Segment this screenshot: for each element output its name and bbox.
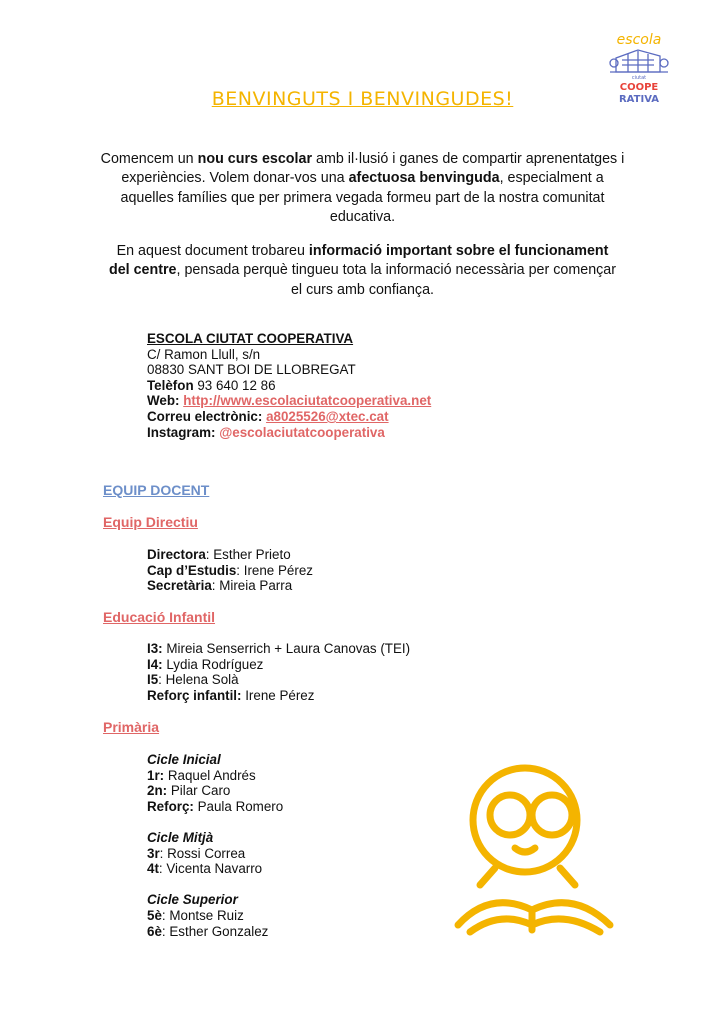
logo-text-escola: escola	[616, 32, 662, 48]
text: , especialment a aquelles famílies que per primera vegada formeu part de la nostra comunitat educativa.	[120, 170, 605, 225]
text: I4:	[147, 656, 163, 672]
text: Reforç infantil:	[147, 687, 242, 703]
text: , pensada perquè tingueu tota la informació necessària per començar el curs amb confiança.	[176, 262, 617, 298]
text: 4t	[147, 861, 159, 877]
list-item	[147, 908, 283, 924]
text: : Esther Prieto	[205, 547, 291, 562]
text: Cap d’Estudis	[147, 562, 237, 578]
list-item	[147, 688, 410, 704]
text: : Mireia Parra	[211, 578, 293, 594]
text: Comencem un	[100, 151, 198, 167]
text: Pilar Caro	[167, 783, 231, 799]
infantil-list	[147, 641, 410, 703]
phone-label: Telèfon	[147, 377, 194, 393]
direction-list	[147, 547, 313, 594]
text: I5	[147, 672, 159, 688]
cicle-name: Cicle Mitjà	[147, 829, 214, 845]
bold-text: nou curs escolar	[197, 151, 313, 167]
logo-text-ciutat: ciutat	[631, 75, 647, 81]
web-label: Web:	[147, 393, 184, 409]
primaria-list	[147, 752, 283, 939]
list-item	[147, 672, 410, 688]
subheading-primaria: Primària	[103, 719, 160, 735]
text: Irene Pérez	[241, 687, 315, 703]
bold-text: informació important sobre el funcionament del centre	[108, 243, 609, 279]
text: : Esther Gonzalez	[161, 923, 269, 939]
instagram-handle: @escolaciutatcooperativa	[219, 424, 385, 440]
list-item	[147, 783, 283, 799]
instagram-label: Instagram:	[147, 424, 220, 440]
text: En aquest document trobareu	[116, 243, 309, 259]
text: amb il·lusió i ganes de compartir aprenentatges i experiències. Volem donar-vos una	[121, 151, 625, 187]
text: 1r:	[147, 767, 165, 783]
text: Mireia Senserrich + Laura Canovas (TEI)	[162, 641, 411, 656]
text: 5è	[147, 907, 162, 923]
section-heading-equip-docent: EQUIP DOCENT	[103, 482, 210, 498]
bold-text: afectuosa benvinguda	[348, 170, 500, 187]
text: : Vicenta Navarro	[158, 861, 263, 877]
text: : Rossi Correa	[159, 845, 246, 861]
subheading-equip-directiu: Equip Directiu	[103, 514, 198, 530]
text: : Helena Solà	[158, 672, 239, 688]
text: Reforç:	[147, 798, 194, 814]
cicle-name: Cicle Superior	[147, 892, 238, 908]
subheading-educacio-infantil: Educació Infantil	[103, 609, 216, 625]
text: 2n:	[147, 783, 168, 799]
list-item	[147, 563, 313, 579]
text: : Montse Ruiz	[161, 907, 244, 923]
text: 3r	[147, 845, 160, 861]
list-item	[147, 578, 313, 594]
text: Directora	[147, 547, 206, 562]
text: I3:	[147, 641, 163, 656]
email-label: Correu electrònic:	[147, 408, 267, 424]
address-city: 08830 SANT BOI DE LLOBREGAT	[147, 362, 356, 378]
list-item	[147, 641, 410, 657]
list-item	[147, 861, 283, 877]
phone-value: 93 640 12 86	[193, 377, 276, 393]
list-item	[147, 768, 283, 784]
cicle-name: Cicle Inicial	[147, 752, 221, 767]
page-title: BENVINGUTS I BENVINGUDES!	[211, 88, 514, 110]
email-link[interactable]: a8025526@xtec.cat	[266, 408, 389, 424]
text: Raquel Andrés	[164, 767, 256, 783]
contact-block	[147, 331, 431, 440]
intro-paragraph-1	[95, 150, 630, 227]
text: Lydia Rodríguez	[162, 656, 264, 672]
intro-paragraph-2	[105, 242, 620, 300]
text: Paula Romero	[193, 798, 284, 814]
web-link[interactable]: http://www.escolaciutatcooperativa.net	[183, 393, 432, 409]
school-name: ESCOLA CIUTAT COOPERATIVA	[147, 331, 354, 346]
text: 6è	[147, 923, 162, 939]
svg-text:COOPE: COOPE	[619, 82, 659, 93]
text: Secretària	[147, 578, 212, 594]
list-item	[147, 547, 313, 563]
list-item	[147, 846, 283, 862]
svg-text:RATIVA: RATIVA	[618, 94, 660, 105]
list-item	[147, 799, 283, 815]
list-item	[147, 924, 283, 940]
address-street: C/ Ramon Llull, s/n	[147, 346, 261, 362]
text: : Irene Pérez	[236, 562, 313, 578]
reading-child-illustration	[450, 760, 620, 940]
list-item	[147, 657, 410, 673]
